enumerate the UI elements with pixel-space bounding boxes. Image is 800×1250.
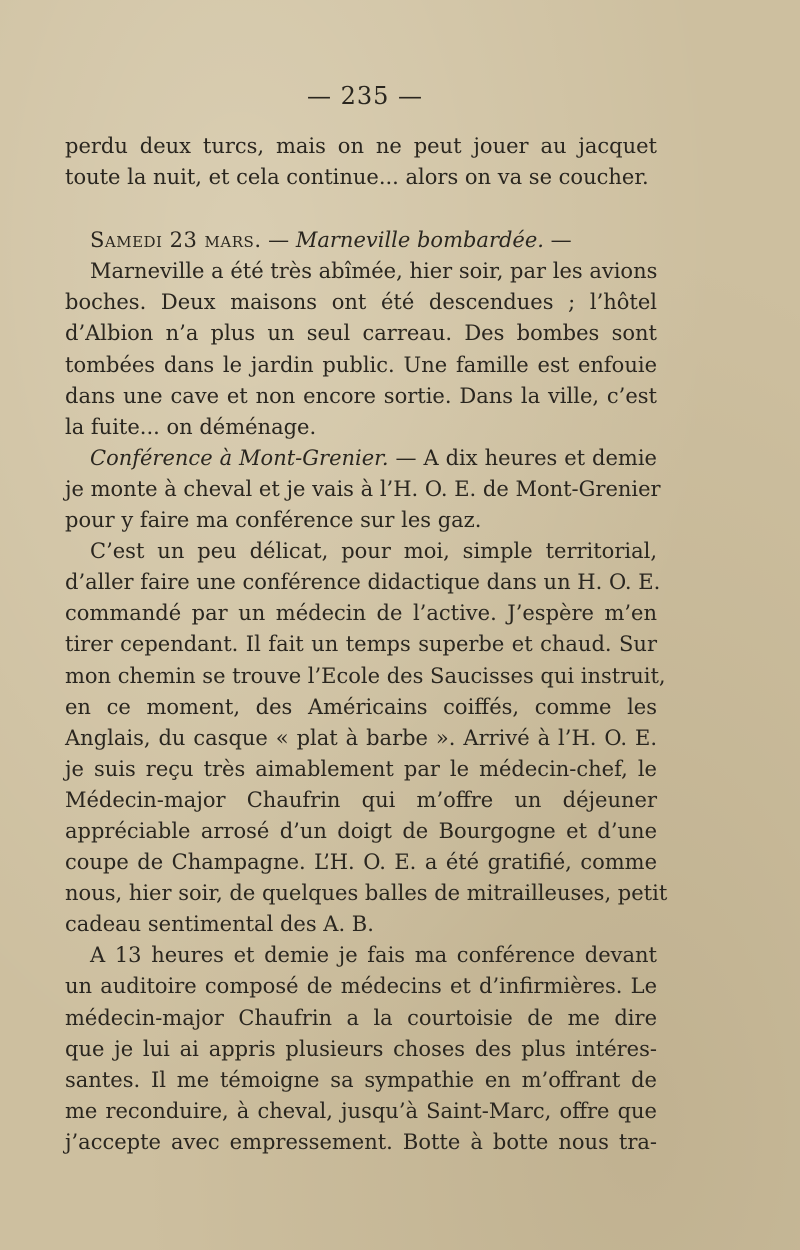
text-line: Médecin-major Chaufrin qui m’offre un déjeuner bbox=[65, 787, 657, 812]
text-line: appréciable arrosé d’un doigt de Bourgogne et d’une bbox=[65, 818, 657, 843]
text-line: C’est un peu délicat, pour moi, simple territorial, bbox=[90, 539, 657, 564]
text-line: tirer cependant. Il fait un temps superbe et chaud. Sur bbox=[65, 632, 657, 657]
text-line: dans une cave et non encore sortie. Dans la ville, c’est bbox=[65, 383, 657, 408]
text-line: tombées dans le jardin public. Une famille est enfouie bbox=[65, 352, 657, 377]
text-line: j’accepte avec empressement. Botte à botte nous tra- bbox=[65, 1129, 657, 1154]
text-line: Anglais, du casque « plat à barbe ». Arrivé à l’H. O. E. bbox=[65, 725, 657, 750]
text-line: santes. Il me témoigne sa sympathie en m’offrant de bbox=[65, 1067, 657, 1092]
text-line: cadeau sentimental des A. B. bbox=[65, 912, 374, 937]
text-line: en ce moment, des Américains coiffés, comme les bbox=[65, 694, 657, 719]
body-text bbox=[65, 131, 668, 1158]
text-line: d’Albion n’a plus un seul carreau. Des bombes sont bbox=[65, 321, 657, 346]
text-line: mon chemin se trouve l’Ecole des Saucisses qui instruit, bbox=[65, 663, 666, 688]
text-line: coupe de Champagne. L’H. O. E. a été gratifié, comme bbox=[65, 850, 657, 875]
entry-heading: Conférence à Mont-Grenier. bbox=[90, 445, 389, 470]
text-line: pour y faire ma conférence sur les gaz. bbox=[65, 508, 482, 533]
text-line: commandé par un médecin de l’active. J’espère m’en bbox=[65, 601, 657, 626]
text-line: toute la nuit, et cela continue... alors on va se coucher. bbox=[65, 165, 649, 190]
text-line: je monte à cheval et je vais à l’H. O. E. de Mont-Grenier bbox=[65, 476, 661, 501]
text-line: la fuite... on déménage. bbox=[65, 414, 317, 439]
entry-heading: Marneville bombardée. bbox=[295, 228, 544, 253]
text-line bbox=[65, 225, 657, 256]
text-line: nous, hier soir, de quelques balles de mitrailleuses, petit bbox=[65, 881, 668, 906]
text-span: — bbox=[543, 228, 572, 253]
text-line: un auditoire composé de médecins et d’infirmières. Le bbox=[65, 974, 657, 999]
entry-date: Samedi 23 mars. bbox=[90, 228, 262, 253]
text-line bbox=[65, 443, 657, 474]
text-line: médecin-major Chaufrin a la courtoisie de me dire bbox=[65, 1005, 657, 1030]
text-line: je suis reçu très aimablement par le médecin-chef, le bbox=[65, 756, 657, 781]
text-line: d’aller faire une conférence didactique dans un H. O. E. bbox=[65, 570, 661, 595]
text-line: boches. Deux maisons ont été descendues ; l’hôtel bbox=[65, 290, 657, 315]
text-span: — bbox=[261, 228, 296, 253]
text-line: Marneville a été très abîmée, hier soir, par les avions bbox=[90, 259, 658, 284]
text-span: — A dix heures et demie bbox=[388, 445, 657, 470]
text-line: me reconduire, à cheval, jusqu’à Saint-Marc, offre que bbox=[65, 1098, 657, 1123]
page-number: — 235 — bbox=[306, 82, 424, 110]
text-line: A 13 heures et demie je fais ma conférence devant bbox=[90, 943, 657, 968]
paragraph-gap bbox=[65, 193, 657, 225]
text-line: perdu deux turcs, mais on ne peut jouer au jacquet bbox=[65, 134, 657, 158]
text-line: que je lui ai appris plusieurs choses des plus intéres- bbox=[65, 1036, 657, 1061]
